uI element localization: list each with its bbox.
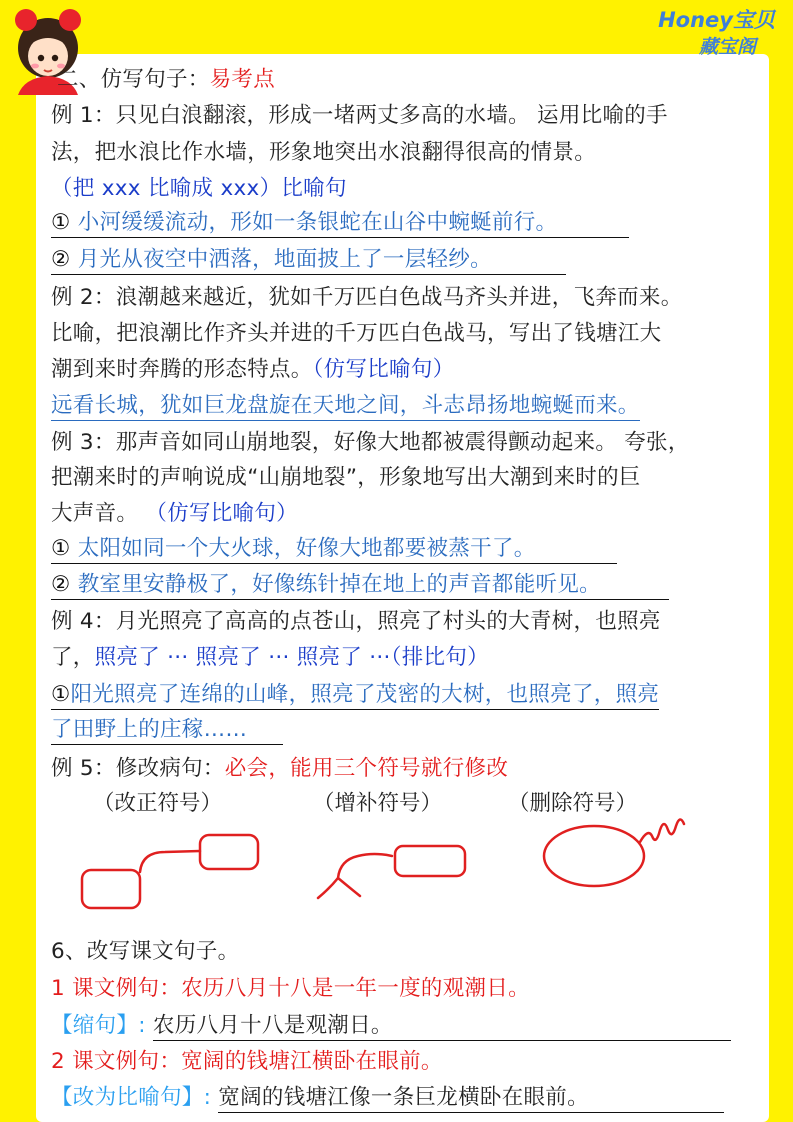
ex1-answer2-text: 月光从夜空中洒落，地面披上了一层轻纱。 [77,247,492,272]
ex4-line2-prefix: 了， [51,645,95,670]
ex1-answer1 [51,205,629,238]
ex1-hint: （把 xxx 比喻成 xxx）比喻句 [51,176,347,201]
correction-symbol-label: （改正符号） [93,791,223,816]
ex3-hint: （仿写比喻句） [145,501,298,526]
ex5-highlight: 必会，能用三个符号就行修改 [224,756,509,781]
ex1-line1: 例 1：只见白浪翻滚，形成一堵两丈多高的水墙。 运用比喻的手 [51,103,668,128]
ex4-answer-line2 [51,712,283,745]
ex5-line [51,751,508,782]
honey-logo [658,4,775,59]
section6-answer1-text: 农历八月十八是观潮日。 [153,1008,731,1041]
deletion-symbol-label: （删除符号） [508,791,638,816]
section6-answer2-text: 宽阔的钱塘江像一条巨龙横卧在眼前。 [218,1080,724,1113]
insertion-symbol-label: （增补符号） [313,791,443,816]
section6-answer1 [51,1008,731,1041]
ex2-line1: 例 2：浪潮越来越近，犹如千万匹白色战马齐头并进，飞奔而来。 [51,285,683,310]
ex2-answer [51,388,640,421]
ex4-line2 [51,640,489,671]
ex5-prefix: 例 5：修改病句： [51,756,225,781]
circled-number-2: ② [51,572,71,597]
ex3-answer2 [51,567,669,600]
shorten-sentence-tag: 【缩句】: [51,1013,146,1038]
circled-number-2: ② [51,247,71,272]
ex2-line2: 比喻，把浪潮比作齐头并进的千万匹白色战马，写出了钱塘江大 [51,321,662,346]
ex2-line3 [51,352,454,383]
logo-line2: 藏宝阁 [699,36,757,58]
metaphor-rewrite-tag: 【改为比喻句】: [51,1085,212,1110]
section2-title: 二、仿写句子： [57,67,210,92]
ex3-answer2-text: 教室里安静极了，好像练针掉在地上的声音都能听见。 [77,572,601,597]
ex2-answer-text: 远看长城，犹如巨龙盘旋在天地之间，斗志昂扬地蜿蜒而来。 [51,388,640,421]
ex3-line2: 把潮来时的声响说成“山崩地裂”，形象地写出大潮到来时的巨 [51,465,641,490]
ex4-line1: 例 4：月光照亮了高高的点苍山，照亮了村头的大青树，也照亮 [51,609,661,634]
ex1-answer1-text: 小河缓缓流动，形如一条银蛇在山谷中蜿蜒前行。 [77,210,558,235]
ex4-line2-pattern: 照亮了 ··· 照亮了 ··· 照亮了 ···（排比句） [94,645,489,670]
ex1-answer2 [51,242,566,275]
section6-title: 6、改写课文句子。 [51,939,240,964]
ex3-line3 [51,496,298,527]
ex4-answer-text1: 阳光照亮了连绵的山峰，照亮了茂密的大树，也照亮了，照亮 [70,682,660,707]
circled-number-1: ① [51,682,71,707]
ex2-line3-text: 潮到来时奔腾的形态特点。 [51,357,313,382]
section6-example2: 2 课文例句：宽阔的钱塘江横卧在眼前。 [51,1049,443,1074]
section6-answer2 [51,1080,724,1113]
ex4-answer-line1 [51,677,659,710]
ex3-answer1-text: 太阳如同一个大火球，好像大地都要被蒸干了。 [77,536,536,561]
ex3-answer1 [51,531,617,564]
ex3-line3-text: 大声音。 [51,501,139,526]
circled-number-1: ① [51,210,71,235]
ex3-line1: 例 3：那声音如同山崩地裂，好像大地都被震得颤动起来。 夸张， [51,430,690,455]
ex4-answer-text2: 了田野上的庄稼…… [51,712,283,745]
ex1-line2: 法，把水浪比作水墙，形象地突出水浪翻得很高的情景。 [51,140,597,165]
section6-example1: 1 课文例句：农历八月十八是一年一度的观潮日。 [51,976,530,1001]
section2-highlight: 易考点 [209,67,276,92]
section2-heading [57,62,275,93]
ex2-hint: （仿写比喻句） [312,357,455,382]
circled-number-1: ① [51,536,71,561]
logo-line1: Honey宝贝 [658,8,775,32]
